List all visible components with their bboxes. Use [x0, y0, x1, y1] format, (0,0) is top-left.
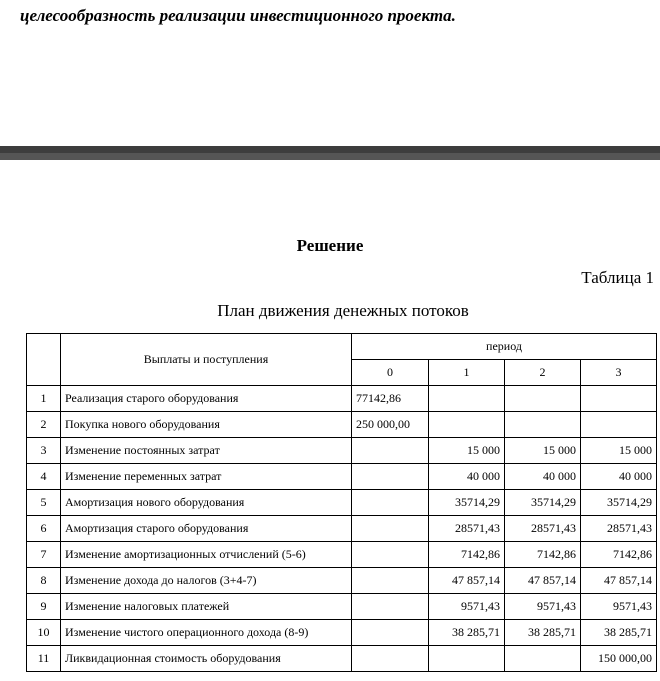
value-cell-period-1: 47 857,14	[429, 568, 505, 594]
table-row	[27, 386, 657, 412]
row-number-cell: 8	[27, 568, 61, 594]
row-name-cell: Изменение постоянных затрат	[61, 438, 352, 464]
period-1-cell: 1	[429, 360, 505, 386]
value-cell-period-3: 40 000	[581, 464, 657, 490]
value-cell-period-3: 28571,43	[581, 516, 657, 542]
value-cell-period-1: 9571,43	[429, 594, 505, 620]
row-number-cell: 3	[27, 438, 61, 464]
value-cell-period-3: 9571,43	[581, 594, 657, 620]
value-cell-period-0	[352, 568, 429, 594]
row-number-cell: 2	[27, 412, 61, 438]
value-cell-period-2: 9571,43	[505, 594, 581, 620]
section-heading: Решение	[296, 236, 364, 255]
value-cell-period-3: 38 285,71	[581, 620, 657, 646]
table-number: Таблица 1	[581, 268, 654, 287]
table-header-row	[27, 334, 657, 360]
value-cell-period-0: 77142,86	[352, 386, 429, 412]
header-name-cell: Выплаты и поступления	[61, 334, 352, 386]
value-cell-period-2: 47 857,14	[505, 568, 581, 594]
table-row	[27, 646, 657, 672]
previous-page	[0, 0, 660, 146]
value-cell-period-3: 35714,29	[581, 490, 657, 516]
table-row	[27, 542, 657, 568]
value-cell-period-2: 40 000	[505, 464, 581, 490]
value-cell-period-0	[352, 646, 429, 672]
row-number-cell: 10	[27, 620, 61, 646]
value-cell-period-3	[581, 412, 657, 438]
row-name-cell: Амортизация нового оборудования	[61, 490, 352, 516]
value-cell-period-3: 15 000	[581, 438, 657, 464]
intro-text: целесообразность реализации инвестиционного проекта.	[20, 6, 456, 25]
value-cell-period-0	[352, 542, 429, 568]
table-row	[27, 464, 657, 490]
value-cell-period-2: 28571,43	[505, 516, 581, 542]
page-separator	[0, 146, 660, 160]
row-number-cell: 1	[27, 386, 61, 412]
row-number-cell: 7	[27, 542, 61, 568]
value-cell-period-0	[352, 516, 429, 542]
value-cell-period-3: 47 857,14	[581, 568, 657, 594]
value-cell-period-0	[352, 620, 429, 646]
header-number-cell	[27, 334, 61, 386]
value-cell-period-3: 7142,86	[581, 542, 657, 568]
value-cell-period-3: 150 000,00	[581, 646, 657, 672]
row-number-cell: 4	[27, 464, 61, 490]
table-row	[27, 490, 657, 516]
row-number-cell: 9	[27, 594, 61, 620]
value-cell-period-0: 250 000,00	[352, 412, 429, 438]
value-cell-period-3	[581, 386, 657, 412]
row-name-cell: Ликвидационная стоимость оборудования	[61, 646, 352, 672]
row-name-cell: Амортизация старого оборудования	[61, 516, 352, 542]
value-cell-period-0	[352, 438, 429, 464]
value-cell-period-0	[352, 594, 429, 620]
value-cell-period-2	[505, 386, 581, 412]
table-row	[27, 620, 657, 646]
period-0-cell: 0	[352, 360, 429, 386]
row-name-cell: Покупка нового оборудования	[61, 412, 352, 438]
value-cell-period-2	[505, 646, 581, 672]
value-cell-period-1: 15 000	[429, 438, 505, 464]
value-cell-period-1: 28571,43	[429, 516, 505, 542]
table-row	[27, 412, 657, 438]
row-number-cell: 5	[27, 490, 61, 516]
row-name-cell: Изменение чистого операционного дохода (8-9)	[61, 620, 352, 646]
period-3-cell: 3	[581, 360, 657, 386]
value-cell-period-1: 38 285,71	[429, 620, 505, 646]
value-cell-period-1	[429, 646, 505, 672]
row-name-cell: Изменение дохода до налогов (3+4-7)	[61, 568, 352, 594]
row-name-cell: Изменение налоговых платежей	[61, 594, 352, 620]
table-row	[27, 516, 657, 542]
row-number-cell: 11	[27, 646, 61, 672]
value-cell-period-0	[352, 490, 429, 516]
value-cell-period-1: 35714,29	[429, 490, 505, 516]
table-title: План движения денежных потоков	[217, 301, 469, 320]
value-cell-period-2: 35714,29	[505, 490, 581, 516]
value-cell-period-2: 15 000	[505, 438, 581, 464]
table-row	[27, 438, 657, 464]
header-period-cell: период	[352, 334, 657, 360]
row-name-cell: Изменение переменных затрат	[61, 464, 352, 490]
row-name-cell: Изменение амортизационных отчислений (5-6)	[61, 542, 352, 568]
cash-flow-table	[26, 333, 657, 672]
value-cell-period-2: 38 285,71	[505, 620, 581, 646]
table-row	[27, 594, 657, 620]
row-name-cell: Реализация старого оборудования	[61, 386, 352, 412]
row-number-cell: 6	[27, 516, 61, 542]
value-cell-period-1: 7142,86	[429, 542, 505, 568]
value-cell-period-0	[352, 464, 429, 490]
value-cell-period-2: 7142,86	[505, 542, 581, 568]
table-body	[27, 334, 657, 672]
value-cell-period-1	[429, 412, 505, 438]
table-row	[27, 568, 657, 594]
value-cell-period-1: 40 000	[429, 464, 505, 490]
value-cell-period-2	[505, 412, 581, 438]
value-cell-period-1	[429, 386, 505, 412]
period-2-cell: 2	[505, 360, 581, 386]
